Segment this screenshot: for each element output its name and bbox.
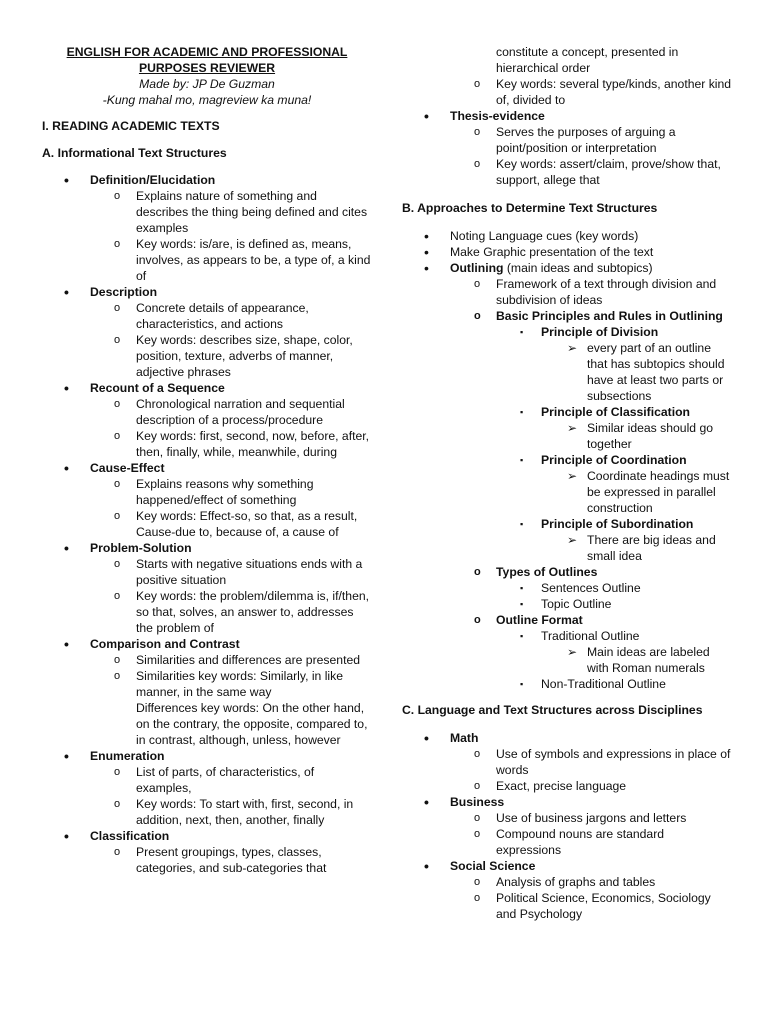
bullet-marker: • <box>64 636 69 652</box>
outline-format-detail: ➢ Main ideas are labeled with Roman numerals <box>567 645 710 675</box>
circle-marker: o <box>114 190 121 202</box>
list-item-description: • Description <box>64 284 158 300</box>
bullet-marker: • <box>424 228 429 244</box>
list-subitem: o Concrete details of appearance, characteristics, and actions <box>114 301 309 331</box>
document-title-line2: PURPOSES REVIEWER <box>138 61 276 75</box>
bullet-marker: • <box>64 540 69 556</box>
outline-format-item: ▪ Traditional Outline <box>520 629 640 643</box>
square-marker: ▪ <box>520 519 524 529</box>
circle-marker: o <box>114 798 121 810</box>
document-header <box>42 44 372 108</box>
section-c-heading: C. Language and Text Structures across Disciplines <box>402 703 703 717</box>
arrow-marker: ➢ <box>567 533 578 547</box>
list-item-social-science: • Social Science <box>424 858 536 874</box>
list-item-cause-effect: • Cause-Effect <box>64 460 165 476</box>
principle-coordination: ▪ Principle of Coordination <box>520 453 687 467</box>
list-subitem-split-start <box>42 844 372 876</box>
principle-detail: ➢ every part of an outline that has subtopics should have at least two parts or subsections <box>567 341 725 403</box>
principle-detail: ➢ Similar ideas should go together <box>567 421 714 451</box>
left-column <box>42 44 372 876</box>
list-item-definition: • Definition/Elucidation <box>64 172 216 188</box>
circle-marker: o <box>114 654 121 666</box>
circle-marker: o <box>474 310 481 322</box>
list-subitem: o Starts with negative situations ends with a positive situation <box>114 557 363 587</box>
bullet-marker: • <box>424 108 429 124</box>
list-subitem: o Key words: several type/kinds, another kind of, divided to <box>474 77 732 107</box>
square-marker: ▪ <box>520 327 524 337</box>
author-line: Made by: JP De Guzman <box>139 77 275 91</box>
list-item-math: • Math <box>424 730 479 746</box>
principle-subordination: ▪ Principle of Subordination <box>520 517 694 531</box>
square-marker: ▪ <box>520 407 524 417</box>
circle-marker: o <box>474 780 481 792</box>
arrow-marker: ➢ <box>567 645 578 659</box>
right-column <box>402 44 732 922</box>
circle-marker: o <box>114 590 121 602</box>
list-subitem: o Key words: describes size, shape, color, position, texture, adverbs of manner, adjective phrases <box>114 333 353 379</box>
list-item-enumeration: • Enumeration <box>64 748 165 764</box>
arrow-marker: ➢ <box>567 421 578 435</box>
circle-marker: o <box>114 510 121 522</box>
list-subitem: o Key words: To start with, first, second, in addition, next, then, another, finally <box>114 797 354 827</box>
bullet-marker: • <box>64 172 69 188</box>
outline-type: ▪ Sentences Outline <box>520 581 641 595</box>
list-item-problem-solution: • Problem-Solution <box>64 540 192 556</box>
circle-marker: o <box>474 566 481 578</box>
list-item: • Make Graphic presentation of the text <box>424 244 654 260</box>
list-subitem: o Analysis of graphs and tables <box>474 875 656 889</box>
list-subitem: o Serves the purposes of arguing a point/position or interpretation <box>474 125 676 155</box>
part-heading: I. READING ACADEMIC TEXTS <box>42 119 220 133</box>
list-subitem: o Explains reasons why something happened/effect of something <box>114 477 314 507</box>
square-marker: ▪ <box>520 631 524 641</box>
square-marker: ▪ <box>520 583 524 593</box>
arrow-marker: ➢ <box>567 341 578 355</box>
circle-marker: o <box>474 278 481 290</box>
circle-marker: o <box>474 78 481 90</box>
motto-line: -Kung mahal mo, magreview ka muna! <box>102 93 312 107</box>
circle-marker: o <box>474 876 481 888</box>
circle-marker: o <box>114 334 121 346</box>
circle-marker: o <box>474 892 481 904</box>
bullet-marker: • <box>64 748 69 764</box>
list-item: • Noting Language cues (key words) <box>424 228 639 244</box>
circle-marker: o <box>474 614 481 626</box>
principle-classification: ▪ Principle of Classification <box>520 405 690 419</box>
list-item-business: • Business <box>424 794 505 810</box>
list-subitem: o Key words: the problem/dilemma is, if/then, so that, solves, an answer to, addresses the problem of <box>114 589 370 635</box>
square-marker: ▪ <box>520 455 524 465</box>
list-subitem: o List of parts, of characteristics, of examples, <box>114 765 315 795</box>
list-subitem: o Chronological narration and sequential description of a process/procedure <box>114 397 345 427</box>
list-subitem-continuation: constitute a concept, presented in hierarchical order <box>496 45 679 75</box>
list-subitem: o Exact, precise language <box>474 779 627 793</box>
circle-marker: o <box>474 812 481 824</box>
principle-detail: ➢ Coordinate headings must be expressed in parallel construction <box>567 469 730 515</box>
outline-format-item: ▪ Non-Traditional Outline <box>520 677 666 691</box>
circle-marker: o <box>114 558 121 570</box>
list-subitem-types: o Types of Outlines <box>474 565 598 579</box>
bullet-marker: • <box>424 260 429 276</box>
bullet-marker: • <box>64 460 69 476</box>
section-a-heading: A. Informational Text Structures <box>42 146 227 160</box>
square-marker: ▪ <box>520 679 524 689</box>
list-item-classification: • Classification <box>64 828 170 844</box>
circle-marker: o <box>114 302 121 314</box>
circle-marker: o <box>474 748 481 760</box>
list-subitem-format: o Outline Format <box>474 613 583 627</box>
circle-marker: o <box>114 478 121 490</box>
principle-detail: ➢ There are big ideas and small idea <box>567 533 716 563</box>
circle-marker: o <box>474 828 481 840</box>
bullet-marker: • <box>424 794 429 810</box>
list-subitem: o Explains nature of something and describes the thing being defined and cites examples <box>114 189 368 235</box>
circle-marker: o <box>114 398 121 410</box>
list-subitem: o Framework of a text through division and subdivision of ideas <box>474 277 717 307</box>
bullet-marker: • <box>64 828 69 844</box>
list-subitem: o Use of symbols and expressions in place of words <box>474 747 731 777</box>
circle-marker: o <box>114 766 121 778</box>
list-subitem: o Key words: first, second, now, before, after, then, finally, while, meanwhile, during <box>114 429 370 459</box>
list-subitem: o Similarities key words: Similarly, in like manner, in the same way <box>114 669 344 699</box>
circle-marker: o <box>474 126 481 138</box>
list-subitem-principles: o Basic Principles and Rules in Outlining <box>474 309 723 323</box>
circle-marker: o <box>114 430 121 442</box>
list-subitem: o Similarities and differences are presented <box>114 653 361 667</box>
circle-marker: o <box>474 158 481 170</box>
document-title-line1: ENGLISH FOR ACADEMIC AND PROFESSIONAL <box>66 45 348 59</box>
list-item-recount: • Recount of a Sequence <box>64 380 225 396</box>
bullet-marker: • <box>424 858 429 874</box>
list-item-outlining: • Outlining (main ideas and subtopics) <box>424 260 653 276</box>
arrow-marker: ➢ <box>567 469 578 483</box>
list-subitem: o Political Science, Economics, Sociology and Psychology <box>474 891 711 921</box>
list-subitem: o Compound nouns are standard expressions <box>474 827 665 857</box>
list-subitem: o Use of business jargons and letters <box>474 811 687 825</box>
list-item-thesis: • Thesis-evidence <box>424 108 545 124</box>
circle-marker: o <box>114 670 121 682</box>
classification-desc-part1: Present groupings, types, classes, categories, and sub-categories that <box>136 845 327 875</box>
list-item-comparison: • Comparison and Contrast <box>64 636 240 652</box>
outline-type: ▪ Topic Outline <box>520 597 612 611</box>
bullet-marker: • <box>424 244 429 260</box>
bullet-marker: • <box>64 380 69 396</box>
principle-division: ▪ Principle of Division <box>520 325 659 339</box>
list-subitem: o Key words: assert/claim, prove/show that, support, allege that <box>474 157 721 187</box>
list-subitem: o Key words: is/are, is defined as, means, involves, as appears to be, a type of, a kind of <box>114 237 371 283</box>
list-subitem-continuation: Differences key words: On the other hand, on the contrary, the opposite, compared to, in contrast, although, unless, however <box>136 701 368 747</box>
circle-marker: o <box>114 846 121 858</box>
bullet-marker: • <box>424 730 429 746</box>
bullet-marker: • <box>64 284 69 300</box>
circle-marker: o <box>114 238 121 250</box>
section-b-heading: B. Approaches to Determine Text Structures <box>402 201 658 215</box>
square-marker: ▪ <box>520 599 524 609</box>
list-subitem: o Key words: Effect-so, so that, as a result, Cause-due to, because of, a cause of <box>114 509 358 539</box>
